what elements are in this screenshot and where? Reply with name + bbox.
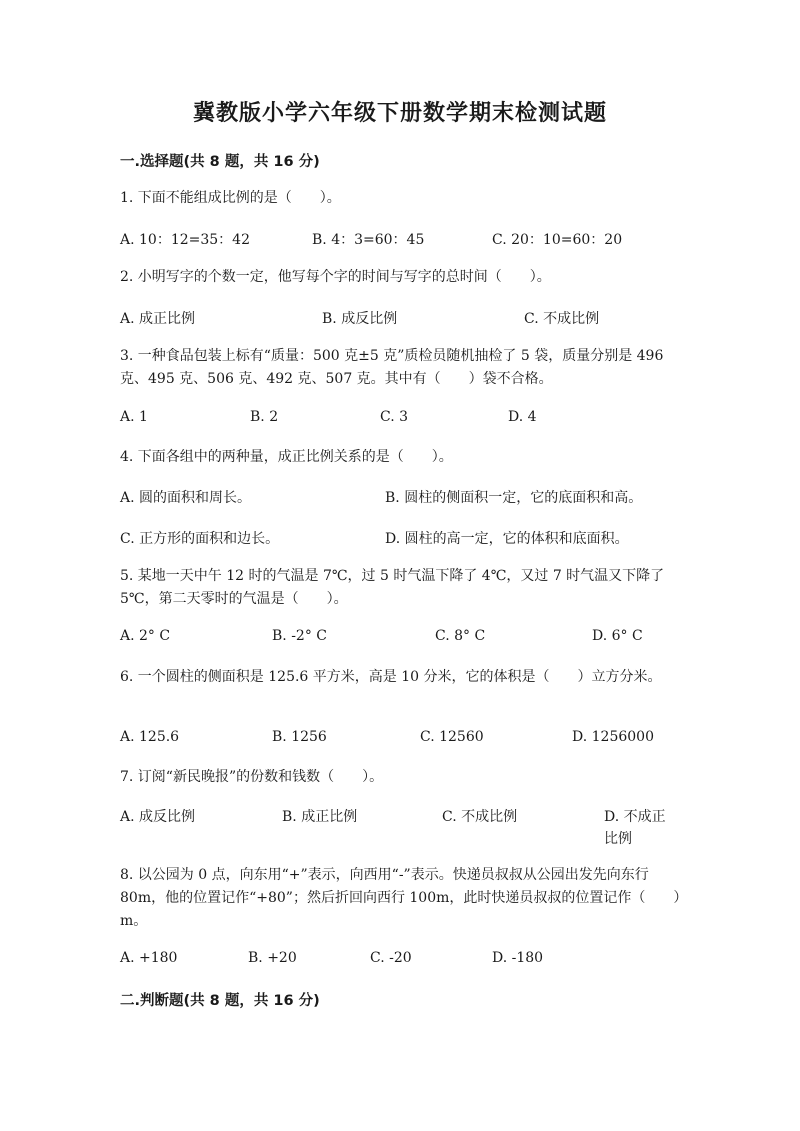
q8-option-a: A. +180 — [120, 950, 178, 966]
q6-option-d: D. 1256000 — [572, 729, 654, 745]
question-7: 7. 订阅“新民晚报”的份数和钱数（ ）。 — [120, 769, 384, 785]
question-3: 3. 一种食品包装上标有“质量：500 克±5 克”质检员随机抽检了 5 袋，质量分别是 496 克、495 克、506 克、492 克、507 克。其中有（ ）袋不合格。 — [120, 348, 664, 387]
q6-option-c: C. 12560 — [420, 729, 484, 745]
q2-option-b: B. 成反比例 — [322, 311, 398, 327]
q8-option-c: C. -20 — [370, 950, 412, 966]
q1-option-a: A. 10：12=35：42 — [120, 232, 250, 248]
q3-option-a: A. 1 — [120, 409, 148, 425]
q4-option-c: C. 正方形的面积和边长。 — [120, 531, 280, 547]
question-4: 4. 下面各组中的两种量，成正比例关系的是（ ）。 — [120, 449, 453, 465]
q8-option-d: D. -180 — [492, 950, 544, 966]
q7-option-d: D. 不成正比例 — [604, 809, 666, 847]
q7-option-b: B. 成正比例 — [282, 809, 358, 825]
question-6: 6. 一个圆柱的侧面积是 125.6 平方米，高是 10 分米，它的体积是（ ）立方分米。 — [120, 669, 662, 685]
q4-option-a: A. 圆的面积和周长。 — [120, 490, 252, 506]
q5-option-d: D. 6° C — [592, 628, 643, 644]
q4-option-d: D. 圆柱的高一定，它的体积和底面积。 — [385, 531, 629, 547]
q3-option-d: D. 4 — [508, 409, 537, 425]
question-1: 1. 下面不能组成比例的是（ ）。 — [120, 190, 341, 206]
q6-option-b: B. 1256 — [272, 729, 327, 745]
question-2: 2. 小明写字的个数一定，他写每个字的时间与写字的总时间（ ）。 — [120, 269, 551, 285]
q3-option-c: C. 3 — [380, 409, 409, 425]
q2-option-a: A. 成正比例 — [120, 311, 196, 327]
q4-option-b: B. 圆柱的侧面积一定，它的底面积和高。 — [385, 490, 643, 506]
q2-option-c: C. 不成比例 — [524, 311, 600, 327]
exam-title: 冀教版小学六年级下册数学期末检测试题 — [192, 101, 607, 126]
section-heading-choice: 一.选择题(共 8 题，共 16 分) — [120, 154, 320, 170]
question-8: 8. 以公园为 0 点，向东用“+”表示，向西用“-”表示。快递员叔叔从公园出发先向东行 80m，他的位置记作“+80”；然后折回向西行 100m，此时快递员叔叔的位置记作（ ）m。 — [120, 867, 681, 929]
section-heading-judgement: 二.判断题(共 8 题，共 16 分) — [120, 993, 320, 1009]
q7-option-a: A. 成反比例 — [120, 809, 196, 825]
q5-option-b: B. -2° C — [272, 628, 327, 644]
q7-option-c: C. 不成比例 — [442, 809, 518, 825]
q5-option-a: A. 2° C — [120, 628, 171, 644]
q6-option-a: A. 125.6 — [120, 729, 180, 745]
q1-option-b: B. 4：3=60：45 — [312, 232, 425, 248]
q1-option-c: C. 20：10=60：20 — [492, 232, 623, 248]
q8-option-b: B. +20 — [248, 950, 297, 966]
q3-option-b: B. 2 — [250, 409, 279, 425]
question-5: 5. 某地一天中午 12 时的气温是 7℃，过 5 时气温下降了 4℃，又过 7 时气温又下降了 5℃，第二天零时的气温是（ ）。 — [120, 568, 665, 607]
q5-option-c: C. 8° C — [435, 628, 486, 644]
